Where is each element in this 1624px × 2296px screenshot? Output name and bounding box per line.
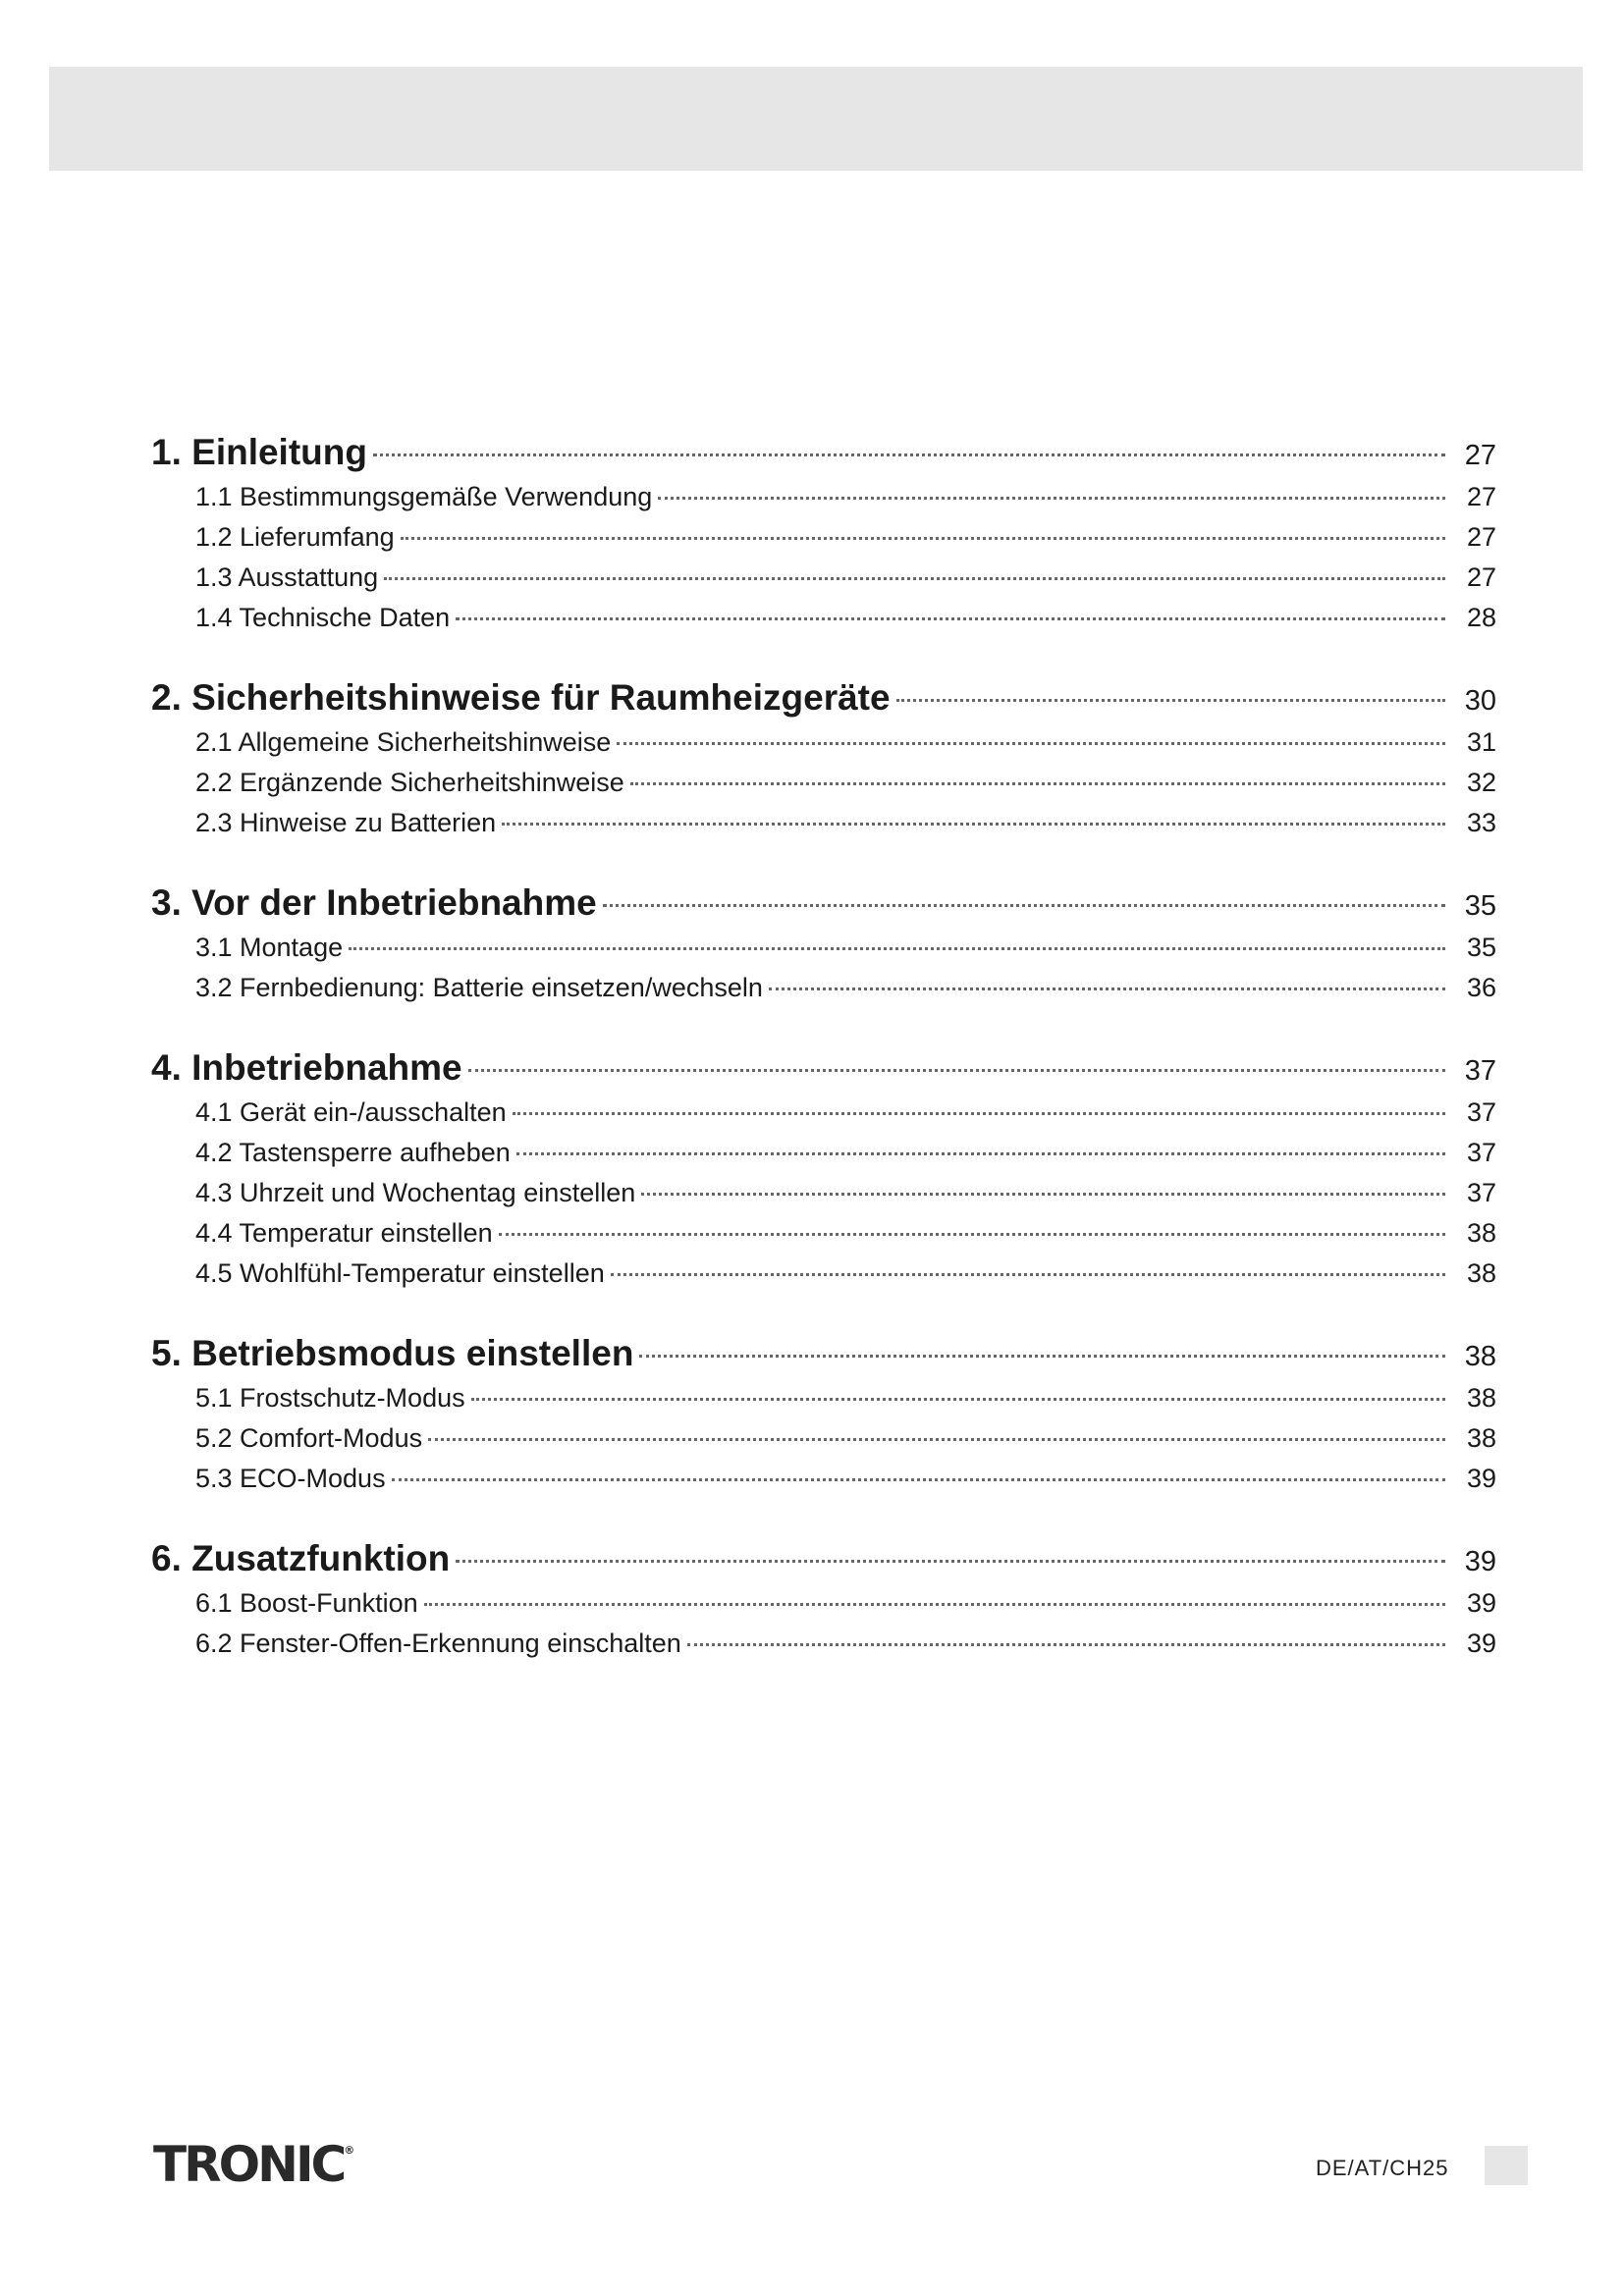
toc-entry-label: 3.2 Fernbedienung: Batterie einsetzen/wechseln <box>195 973 763 1002</box>
toc-section <box>151 673 1496 843</box>
toc-entry-label: 5.1 Frostschutz-Modus <box>195 1383 465 1413</box>
toc-entry[interactable] <box>151 928 1496 968</box>
toc-entry-page: 33 <box>1466 808 1496 837</box>
toc-entry-label: 1.4 Technische Daten <box>195 603 451 632</box>
dot-leader <box>687 1643 1445 1646</box>
dot-leader <box>641 1193 1445 1196</box>
toc-entry[interactable] <box>151 1378 1496 1418</box>
toc-entry[interactable] <box>151 1624 1496 1664</box>
toc-entry-label: 1.1 Bestimmungsgemäße Verwendung <box>195 482 653 511</box>
dot-leader <box>502 823 1445 826</box>
dot-leader <box>428 1438 1445 1441</box>
toc-entry[interactable] <box>151 517 1496 558</box>
toc-entry-label: 4.1 Gerät ein-/ausschalten <box>195 1097 507 1127</box>
toc-entry-label: 1.3 Ausstattung <box>195 562 379 592</box>
toc-entry[interactable] <box>151 598 1496 638</box>
dot-leader <box>499 1233 1445 1236</box>
toc-entry[interactable] <box>151 1254 1496 1294</box>
toc-entry-label: 4.2 Tastensperre aufheben <box>195 1138 511 1167</box>
toc-entry-page: 37 <box>1466 1097 1496 1127</box>
toc-section <box>151 428 1496 638</box>
toc-entry-page: 37 <box>1466 1178 1496 1207</box>
toc-heading-label: 4. Inbetriebnahme <box>151 1047 462 1088</box>
toc-heading-page: 37 <box>1464 1055 1496 1087</box>
toc-entry-label: 4.4 Temperatur einstellen <box>195 1218 493 1248</box>
toc-entry-page: 39 <box>1466 1629 1496 1658</box>
toc-entry[interactable] <box>151 763 1496 803</box>
toc-entry-page: 32 <box>1466 768 1496 797</box>
page-footer-code: DE/AT/CH25 <box>1316 2156 1449 2180</box>
toc-entry[interactable] <box>151 803 1496 843</box>
toc-entry-label: 3.1 Montage <box>195 933 344 962</box>
toc-entry-page: 38 <box>1466 1258 1496 1288</box>
toc-heading-label: 3. Vor der Inbetriebnahme <box>151 882 597 923</box>
dot-leader <box>373 454 1445 456</box>
dot-leader <box>630 782 1445 785</box>
dot-leader <box>468 1069 1445 1072</box>
toc-entry[interactable] <box>151 1583 1496 1624</box>
toc-entry-page: 38 <box>1466 1423 1496 1453</box>
dot-leader <box>349 947 1445 950</box>
toc-section <box>151 879 1496 1008</box>
toc-section <box>151 1329 1496 1499</box>
toc-entry-page: 36 <box>1466 973 1496 1002</box>
page-number-box <box>1485 2146 1528 2185</box>
toc-heading-label: 2. Sicherheitshinweise für Raumheizgeräte <box>151 677 891 718</box>
toc-entry-page: 27 <box>1466 522 1496 552</box>
toc-entry[interactable] <box>151 968 1496 1008</box>
toc-entry-label: 6.2 Fenster-Offen-Erkennung einschalten <box>195 1629 681 1658</box>
dot-leader <box>611 1273 1445 1276</box>
dot-leader <box>639 1355 1445 1358</box>
header-band <box>49 67 1583 171</box>
toc-entry[interactable] <box>151 477 1496 517</box>
toc-entry-label: 1.2 Lieferumfang <box>195 522 395 552</box>
toc-entry-page: 39 <box>1466 1588 1496 1618</box>
toc-entry[interactable] <box>151 722 1496 763</box>
toc-entry[interactable] <box>151 1213 1496 1254</box>
toc-heading-label: 6. Zusatzfunktion <box>151 1538 451 1578</box>
toc-entry[interactable] <box>151 1173 1496 1213</box>
dot-leader <box>513 1112 1445 1115</box>
dot-leader <box>384 577 1445 580</box>
dot-leader <box>456 1560 1445 1563</box>
toc-section <box>151 1534 1496 1664</box>
toc-entry-page: 37 <box>1466 1138 1496 1167</box>
toc-entry-page: 27 <box>1466 482 1496 511</box>
toc-entry-label: 5.2 Comfort-Modus <box>195 1423 423 1453</box>
toc-heading[interactable] <box>151 428 1496 477</box>
toc-entry[interactable] <box>151 1459 1496 1499</box>
toc-heading-page: 27 <box>1464 440 1496 471</box>
brand-logo: TRONIC® <box>153 2136 355 2193</box>
toc-entry-page: 31 <box>1466 727 1496 757</box>
toc-entry-page: 39 <box>1466 1464 1496 1493</box>
table-of-contents <box>151 428 1496 1699</box>
toc-entry-page: 35 <box>1466 933 1496 962</box>
toc-entry-page: 28 <box>1466 603 1496 632</box>
toc-entry[interactable] <box>151 558 1496 598</box>
dot-leader <box>769 988 1445 990</box>
toc-entry[interactable] <box>151 1418 1496 1459</box>
toc-heading[interactable] <box>151 673 1496 722</box>
toc-heading-label: 1. Einleitung <box>151 432 367 472</box>
dot-leader <box>392 1478 1445 1481</box>
toc-entry-label: 4.3 Uhrzeit und Wochentag einstellen <box>195 1178 636 1207</box>
toc-heading[interactable] <box>151 1534 1496 1583</box>
dot-leader <box>603 904 1445 907</box>
toc-entry-label: 2.3 Hinweise zu Batterien <box>195 808 497 837</box>
dot-leader <box>424 1603 1445 1606</box>
toc-entry[interactable] <box>151 1093 1496 1133</box>
toc-heading-page: 35 <box>1464 890 1496 922</box>
toc-heading-page: 38 <box>1464 1341 1496 1372</box>
dot-leader <box>658 497 1445 500</box>
toc-heading-label: 5. Betriebsmodus einstellen <box>151 1333 634 1373</box>
toc-entry-label: 6.1 Boost-Funktion <box>195 1588 418 1618</box>
toc-entry-page: 27 <box>1466 562 1496 592</box>
dot-leader <box>516 1152 1445 1155</box>
toc-entry-label: 5.3 ECO-Modus <box>195 1464 386 1493</box>
toc-entry-page: 38 <box>1466 1218 1496 1248</box>
toc-entry-label: 2.2 Ergänzende Sicherheitshinweise <box>195 768 624 797</box>
dot-leader <box>471 1398 1445 1401</box>
toc-heading[interactable] <box>151 879 1496 928</box>
toc-heading[interactable] <box>151 1043 1496 1093</box>
toc-entry-page: 38 <box>1466 1383 1496 1413</box>
toc-section <box>151 1043 1496 1294</box>
dot-leader <box>896 699 1445 702</box>
dot-leader <box>401 537 1445 540</box>
dot-leader <box>617 742 1445 745</box>
toc-entry-label: 4.5 Wohlfühl-Temperatur einstellen <box>195 1258 605 1288</box>
toc-heading-page: 30 <box>1464 685 1496 717</box>
toc-entry[interactable] <box>151 1133 1496 1173</box>
toc-entry-label: 2.1 Allgemeine Sicherheitshinweise <box>195 727 612 757</box>
dot-leader <box>456 617 1445 620</box>
toc-heading[interactable] <box>151 1329 1496 1378</box>
toc-heading-page: 39 <box>1464 1546 1496 1577</box>
